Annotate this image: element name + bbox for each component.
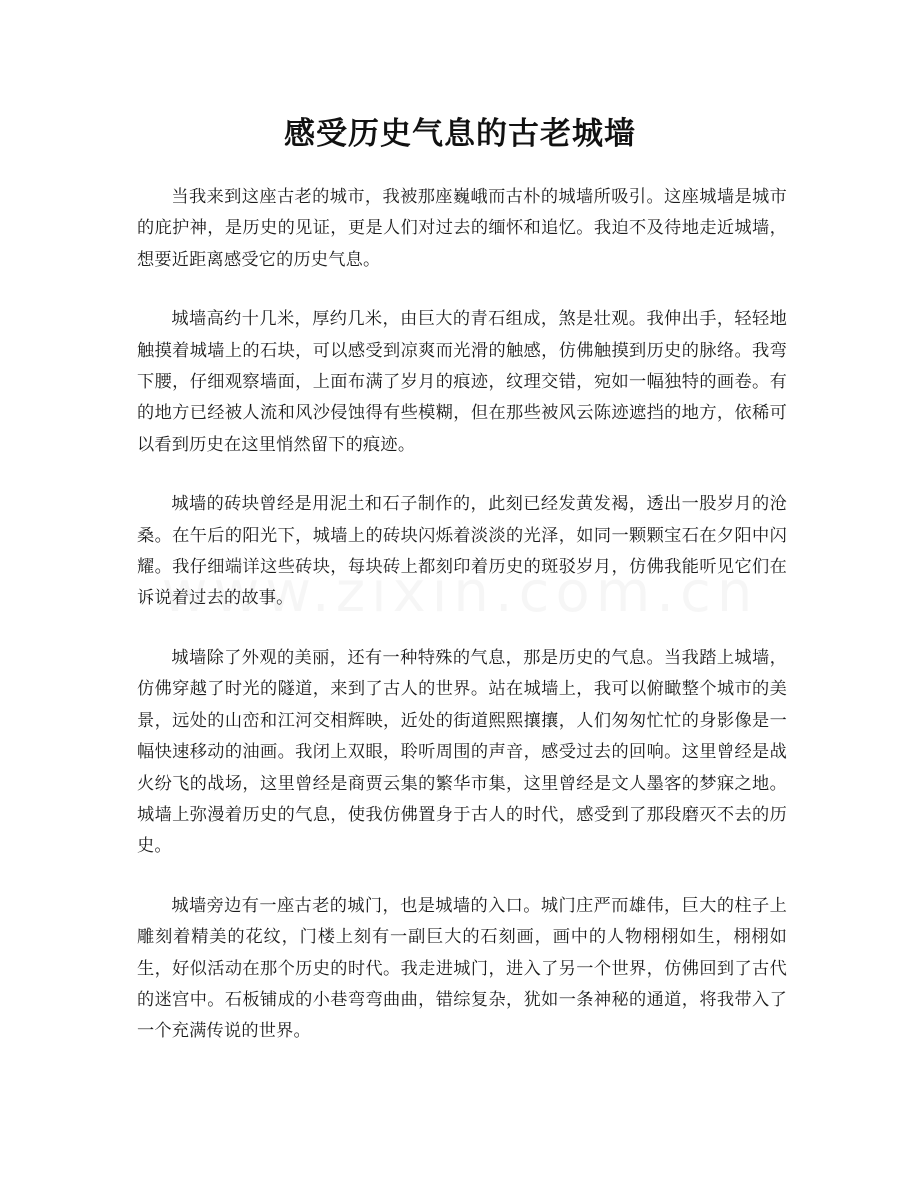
paragraph-3: 城墙的砖块曾经是用泥土和石子制作的，此刻已经发黄发褐，透出一股岁月的沧桑。在午后的阳光下，城墙上的砖块闪烁着淡淡的光泽，如同一颗颗宝石在夕阳中闪耀。我仔细端详这些砖块，每块砖上都刻印着历史的斑驳岁月，仿佛我能听见它们在诉说着过去的故事。 (137, 494, 787, 609)
paragraph-1: 当我来到这座古老的城市，我被那座巍峨而古朴的城墙所吸引。这座城墙是城市的庇护神，是历史的见证，更是人们对过去的缅怀和追忆。我迫不及待地走近城墙，想要近距离感受它的历史气息。 (137, 187, 787, 270)
paragraph-2: 城墙高约十几米，厚约几米，由巨大的青石组成，煞是壮观。我伸出手，轻轻地触摸着城墙上的石块，可以感受到凉爽而光滑的触感，仿佛触摸到历史的脉络。我弯下腰，仔细观察墙面，上面布满了岁月的痕迹，纹理交错，宛如一幅独特的画卷。有的地方已经被人流和风沙侵蚀得有些模糊，但在那些被风云陈迹遮挡的地方，依稀可以看到历史在这里悄然留下的痕迹。 (137, 309, 787, 455)
paragraph-4: 城墙除了外观的美丽，还有一种特殊的气息，那是历史的气息。当我踏上城墙，仿佛穿越了时光的隧道，来到了古人的世界。站在城墙上，我可以俯瞰整个城市的美景，远处的山峦和江河交相辉映，近处的街道熙熙攘攘，人们匆匆忙忙的身影像是一幅快速移动的油画。我闭上双眼，聆听周围的声音，感受过去的回响。这里曾经是战火纷飞的战场，这里曾经是商贾云集的繁华市集，这里曾经是文人墨客的梦寐之地。城墙上弥漫着历史的气息，使我仿佛置身于古人的时代，感受到了那段磨灭不去的历史。 (137, 647, 787, 857)
paragraph-5: 城墙旁边有一座古老的城门，也是城墙的入口。城门庄严而雄伟，巨大的柱子上雕刻着精美的花纹，门楼上刻有一副巨大的石刻画，画中的人物栩栩如生，栩栩如生，好似活动在那个历史的时代。我走进城门，进入了另一个世界，仿佛回到了古代的迷宫中。石板铺成的小巷弯弯曲曲，错综复杂，犹如一条神秘的通道，将我带入了一个充满传说的世界。 (137, 895, 787, 1042)
document-title: 感受历史气息的古老城墙 (284, 116, 636, 152)
document-body (137, 182, 787, 1076)
